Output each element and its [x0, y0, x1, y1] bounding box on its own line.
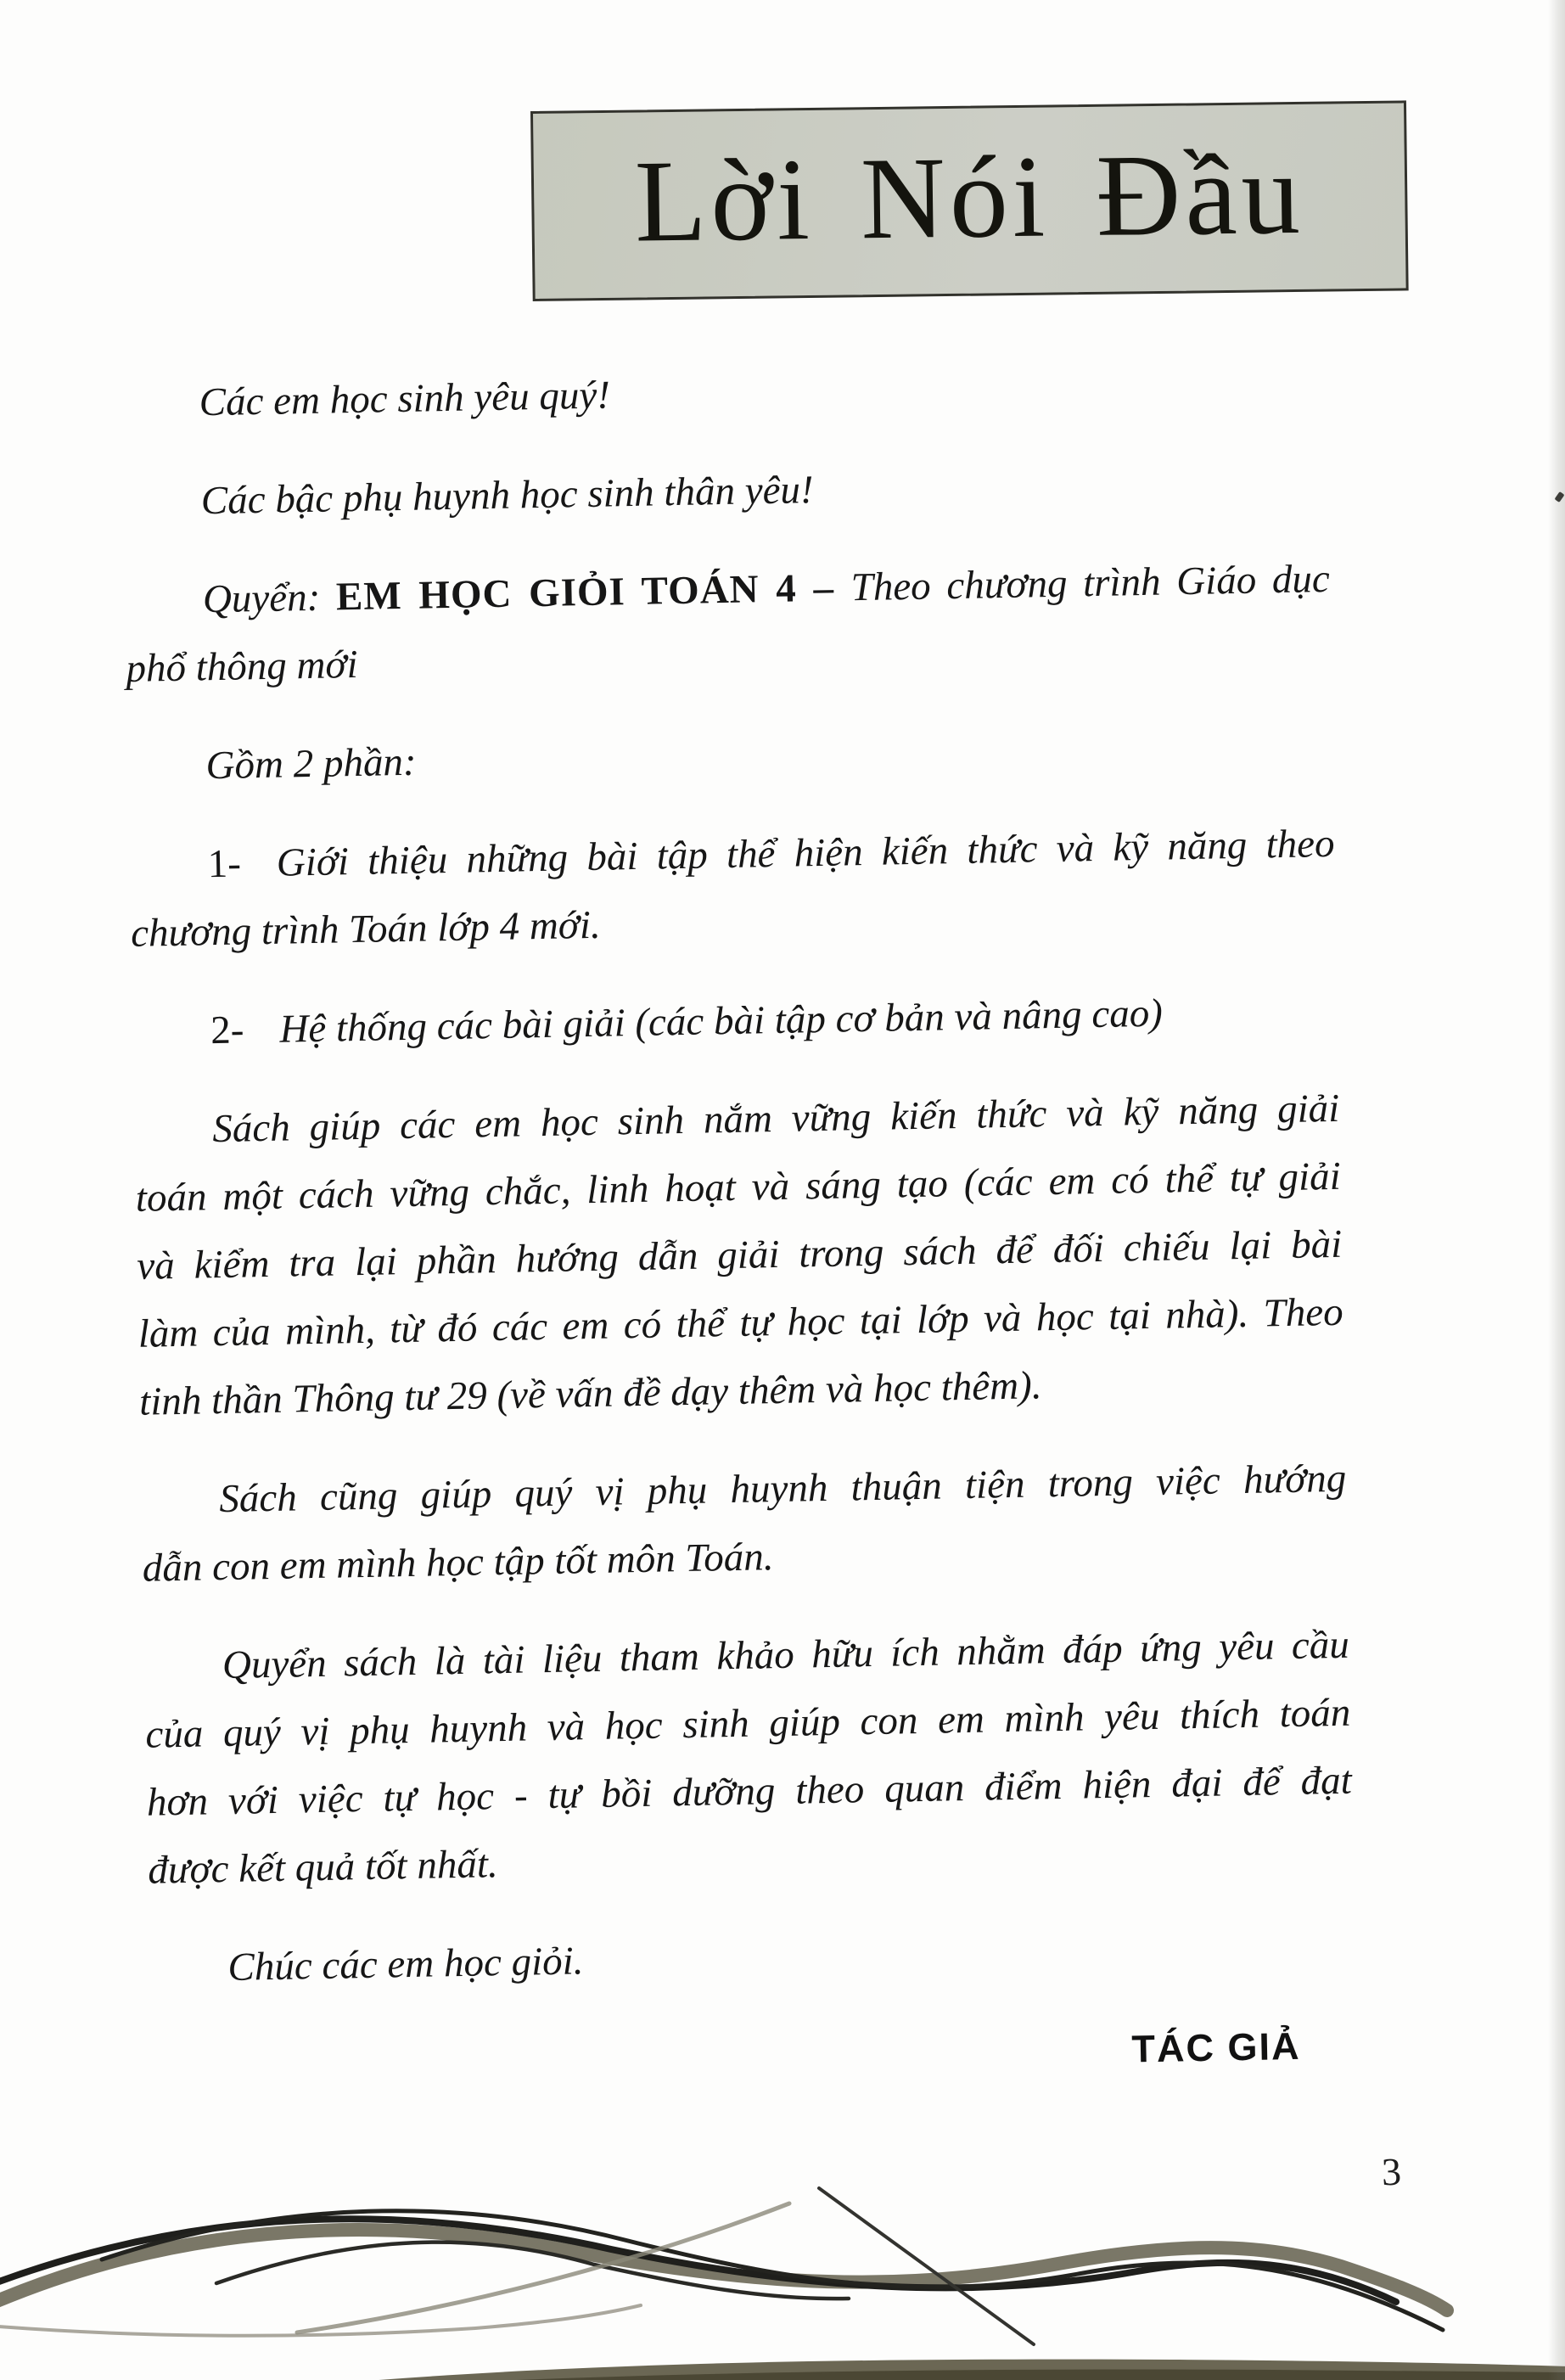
footer-swoosh-decoration: [0, 2156, 1565, 2380]
body-line: và kiểm tra lại phần hướng dẫn giải trong sách để đối chiếu lại bài: [136, 1221, 1343, 1288]
body-line: Chúc các em học giỏi.: [227, 1939, 584, 1990]
title-banner: [530, 100, 1409, 301]
author-signature: TÁC GIẢ: [1130, 2024, 1301, 2071]
body-line: Sách cũng giúp quý vị phụ huynh thuận tiện trong việc hướng: [218, 1456, 1347, 1522]
paragraph: [121, 348, 1327, 438]
body-line: được kết quả tốt nhất.: [147, 1842, 499, 1893]
body-line: Các em học sinh yêu quý!: [199, 373, 611, 425]
page-number: 3: [1381, 2149, 1402, 2194]
body-line: hơn với việc tự học - tự bồi dưỡng theo quan điểm hiện đại để đạt: [146, 1758, 1353, 1825]
body-line: tinh thần Thông tư 29 (về vấn đề dạy thêm và học thêm).: [138, 1363, 1042, 1424]
body-line: làm của mình, từ đó các em có thể tự học tại lớp và học tại nhà). Theo: [137, 1289, 1344, 1356]
paragraph: [129, 810, 1337, 968]
paragraph: [141, 1445, 1349, 1603]
body-line: 1- Giới thiệu những bài tập thể hiện kiến thức và kỹ năng theo: [207, 821, 1335, 887]
body-line: phổ thông mới: [125, 642, 359, 691]
bottom-scan-shadow: [0, 2349, 1565, 2380]
body-line: Quyển: EM HỌC GIỎI TOÁN 4 – Theo chương trình Giáo dục: [202, 556, 1331, 622]
page-title: Lời Nói Đầu: [634, 127, 1305, 267]
body-line: Sách giúp các em học sinh nắm vững kiến thức và kỹ năng giải: [211, 1086, 1340, 1152]
body-line: 2- Hệ thống các bài giải (các bài tập cơ bản và nâng cao): [210, 991, 1164, 1053]
paragraph: [143, 1611, 1354, 1905]
body-paragraphs: [121, 348, 1357, 2102]
paragraph: [134, 1075, 1345, 1436]
body-line: chương trình Toán lớp 4 mới.: [130, 902, 602, 956]
body-line: dẫn con em mình học tập tốt môn Toán.: [142, 1535, 774, 1591]
body-line: Quyển sách là tài liệu tham khảo hữu ích nhằm đáp ứng yêu cầu: [222, 1622, 1350, 1688]
paragraph: [122, 446, 1328, 536]
body-line: Các bậc phụ huynh học sinh thân yêu!: [200, 468, 815, 524]
list-marker: 2-: [210, 1008, 244, 1053]
paragraph: [149, 1913, 1355, 2003]
body-line: của quý vị phụ huynh và học sinh giúp con em mình yêu thích toán: [144, 1690, 1351, 1757]
list-marker: 1-: [207, 841, 242, 887]
page-edge-shading: [1548, 0, 1565, 2380]
paragraph: [132, 976, 1338, 1066]
body-line: Gồm 2 phần:: [205, 739, 418, 789]
body-line: toán một cách vững chắc, linh hoạt và sáng tạo (các em có thể tự giải: [135, 1154, 1342, 1221]
paragraph: [127, 711, 1333, 801]
paragraph: [124, 545, 1332, 703]
